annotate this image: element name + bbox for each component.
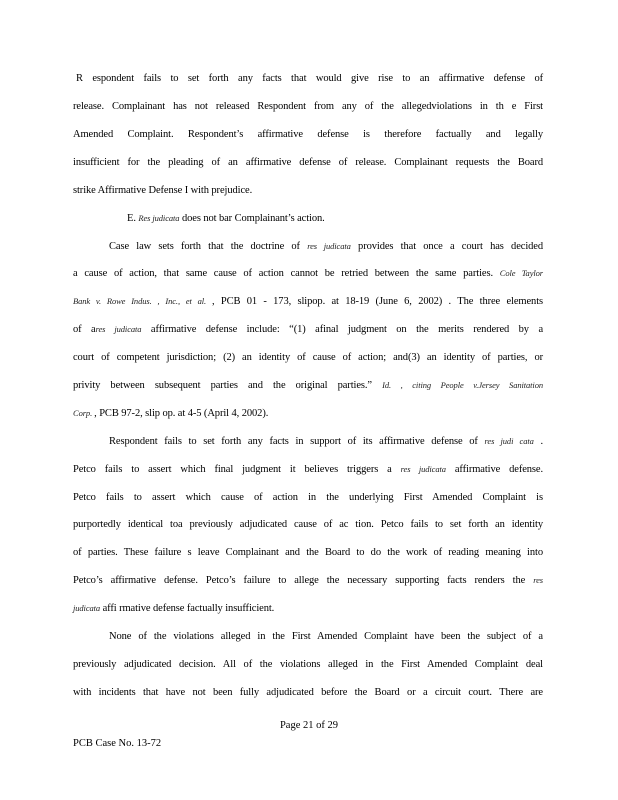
text-line: Petco’s affirmative defense. Petco’s failure to allege the necessary supporting facts renders the res (73, 575, 543, 586)
text-line: R espondent fails to set forth any facts that would give rise to an affirmative defense of (76, 73, 543, 84)
text-line: court of competent jurisdiction; (2) an identity of cause of action; and(3) an identity of parties, or (73, 352, 543, 363)
text-line: of parties. These failure s leave Complainant and the Board to do the work of reading meaning into (73, 547, 543, 558)
text-line: Petco fails to assert which cause of action in the underlying First Amended Complaint is (73, 492, 543, 503)
text-line: Bank v. Rowe Indus. , Inc., et al. , PCB 01 - 173, slipop. at 18-19 (June 6, 2002) . The three elements (73, 296, 544, 307)
text-line: previously adjudicated decision. All of the violations alleged in the First Amended Complaint deal (73, 659, 543, 670)
section-heading: E. Res judicata does not bar Complainant’s action. (127, 213, 325, 224)
text-line: Amended Complaint. Respondent’s affirmative defense is therefore factually and legally (73, 129, 543, 140)
text-line: privity between subsequent parties and the original parties.” Id. , citing People v.Jersey Sanitation (73, 380, 543, 391)
text-line: Petco fails to assert which final judgment it believes triggers a res judicata affirmative defense. (73, 464, 544, 475)
text-line: with incidents that have not been fully adjudicated before the Board or a circuit court. There are (73, 687, 543, 698)
text-line: strike Affirmative Defense I with prejudice. (73, 185, 253, 196)
text-line: Corp. , PCB 97-2, slip op. at 4-5 (April 4, 2002). (73, 408, 269, 419)
text-line: purportedly identical toa previously adjudicated cause of ac tion. Petco fails to set forth an identity (73, 519, 543, 530)
text-line: insufficient for the pleading of an affirmative defense of release. Complainant requests the Board (73, 157, 543, 168)
text-line: Case law sets forth that the doctrine of res judicata provides that once a court has decided (109, 241, 543, 252)
text-line: Respondent fails to set forth any facts in support of its affirmative defense of res judi cata . (109, 436, 543, 447)
text-line: a cause of action, that same cause of action cannot be retried between the same parties. Cole Taylor (73, 268, 544, 279)
text-line: None of the violations alleged in the First Amended Complaint have been the subject of a (109, 631, 543, 642)
page-number: Page 21 of 29 (279, 720, 339, 731)
text-line: release. Complainant has not released Respondent from any of the allegedviolations in th e First (73, 101, 543, 112)
case-number: PCB Case No. 13-72 (73, 738, 162, 749)
text-line: of ares judicata affirmative defense include: “(1) afinal judgment on the merits rendered by a (73, 324, 543, 335)
text-line: judicata affi rmative defense factually insufficient. (73, 603, 275, 614)
